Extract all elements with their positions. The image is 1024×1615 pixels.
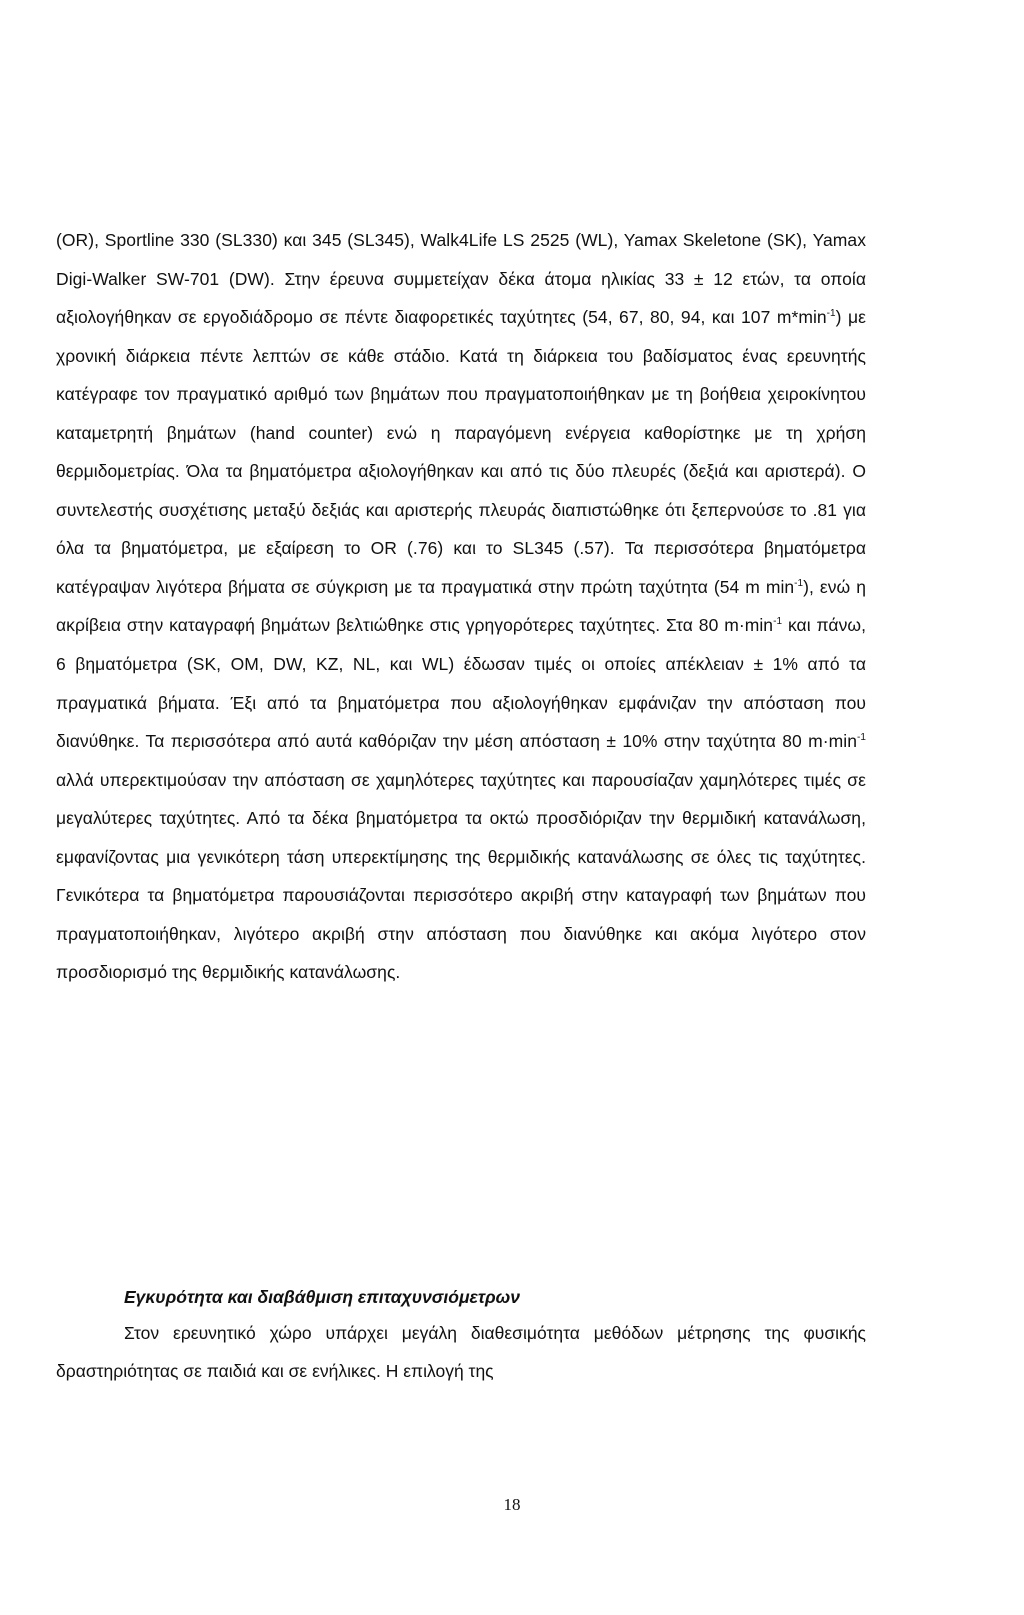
paragraph-segment: και πάνω, 6 βηματόμετρα (SK, OM, DW, KZ, NL, και WL) έδωσαν τιμές οι οποίες απέκλειαν ± 1% από τα πραγματικά βήματα. Έξι από τα βηματόμετρα που αξιολογήθηκαν εμφάνιζαν την απόσταση που διανύθηκε. Τα περισσότερα από αυτά καθόριζαν την μέση απόσταση ± 10% στην ταχύτητα 80 m·min (56, 615, 867, 752)
section-heading: Εγκυρότητα και διαβάθμιση επιταχυνσιόμετρων (124, 1287, 520, 1307)
superscript: -1 (857, 732, 866, 744)
superscript: -1 (794, 577, 804, 589)
paragraph-segment: αλλά υπερεκτιμούσαν την απόσταση σε χαμηλότερες ταχύτητες και παρουσίαζαν χαμηλότερες τιμές σε μεγαλύτερες ταχύτητες. Από τα δέκα βηματόμετρα τα οκτώ προσδιόριζαν την θερμιδική κατανάλωση, εμφανίζοντας μια γενικότερη τάση υπερεκτίμησης της θερμιδικής κατανάλωσης σε όλες τις ταχύτητες. Γενικότερα τα βηματόμετρα παρουσιάζονται περισσότερο ακριβή στην καταγραφή των βημάτων που πραγματοποιήθηκαν, λιγότερο ακριβή στην απόσταση που διανύθηκε και ακόμα λιγότερο στον προσδιορισμό της θερμιδικής κατανάλωσης. (56, 769, 866, 983)
superscript: -1 (773, 616, 783, 628)
section-paragraph: Στον ερευνητικό χώρο υπάρχει μεγάλη διαθεσιμότητα μεθόδων μέτρησης της φυσικής δραστηριότητας σε παιδιά και σε ενήλικες. Η επιλογή της (56, 1323, 866, 1381)
section-validity (56, 1282, 866, 1390)
paragraph-segment: ), ενώ η ακρίβεια στην καταγραφή βημάτων βελτιώθηκε στις γρηγορότερες ταχύτητες. Στα 80 m·min (56, 576, 866, 636)
paragraph-segment: ) με χρονική διάρκεια πέντε λεπτών σε κάθε στάδιο. Κατά τη διάρκεια του βαδίσματος ένας ερευνητής κατέγραφε τον πραγματικό αριθμό των βημάτων που πραγματοποιήθηκαν με τη βοήθεια χειροκίνητου καταμετρητή βημάτων (hand counter) ενώ η παραγόμενη ενέργεια καθορίστηκε με τη χρήση θερμιδομετρίας. Όλα τα βηματόμετρα αξιολογήθηκαν και από τις δύο πλευρές (δεξιά και αριστερά). Ο συντελεστής συσχέτισης μεταξύ δεξιάς και αριστερής πλευράς διαπιστώθηκε ότι ξεπερνούσε το .81 για όλα τα βηματόμετρα, με εξαίρεση το OR (.76) και το SL345 (.57). Τα περισσότερα βηματόμετρα κατέγραψαν λιγότερα βήματα σε σύγκριση με τα πραγματικά στην πρώτη ταχύτητα (54 m min (56, 307, 866, 597)
body-paragraph (56, 221, 866, 992)
page-number: 18 (503, 1495, 521, 1514)
superscript: -1 (826, 308, 836, 320)
paragraph-segment: (OR), Sportline 330 (SL330) και 345 (SL345), Walk4Life LS 2525 (WL), Yamax Skeletone (SK), Yamax Digi-Walker SW-701 (DW). Στην έρευνα συμμετείχαν δέκα άτομα ηλικίας 33 ± 12 ετών, τα οποία αξιολογήθηκαν σε εργοδιάδρομο σε πέντε διαφορετικές ταχύτητες (54, 67, 80, 94, και 107 m*min (56, 230, 866, 328)
